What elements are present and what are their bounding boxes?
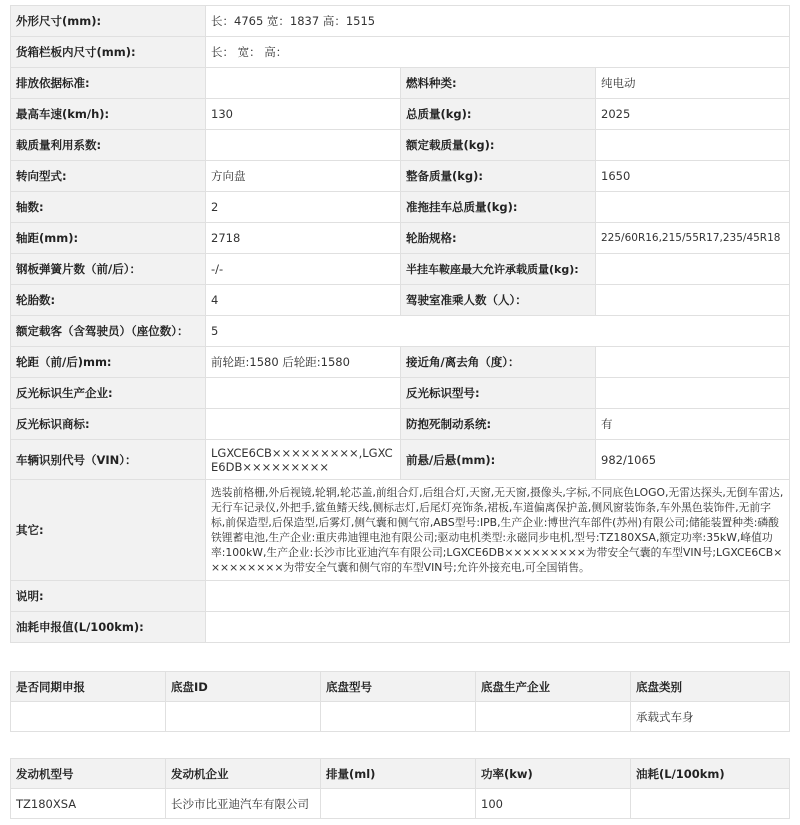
curb-mass-value: 1650 [596,161,790,192]
chassis-cell-sync [11,702,166,732]
chassis-header-id: 底盘ID [166,672,321,702]
chassis-header-model: 底盘型号 [321,672,476,702]
load-utilization-value [206,130,401,161]
steering-label: 转向型式: [11,161,206,192]
cargo-dimensions-value: 长： 宽： 高： [206,37,790,68]
trailer-mass-label: 准拖挂车总质量(kg): [401,192,596,223]
overhang-label: 前悬/后悬(mm): [401,440,596,480]
cab-passengers-label: 驾驶室准乘人数（人）： [401,285,596,316]
chassis-header-row [11,672,790,702]
chassis-cell-maker [476,702,631,732]
engine-header-consumption: 油耗(L/100km) [631,759,790,789]
emission-standard-value [206,68,401,99]
reflector-brand-label: 反光标识商标: [11,409,206,440]
chassis-cell-model [321,702,476,732]
engine-cell-consumption [631,789,790,819]
max-speed-value: 130 [206,99,401,130]
approach-angle-label: 接近角/离去角（度）： [401,347,596,378]
reflector-maker-label: 反光标识生产企业: [11,378,206,409]
other-label: 其它: [11,480,206,581]
max-speed-label: 最高车速(km/h): [11,99,206,130]
axles-value: 2 [206,192,401,223]
spec-row-other [11,480,790,581]
wheelbase-value: 2718 [206,223,401,254]
reflector-brand-value [206,409,401,440]
cargo-dimensions-label: 货箱栏板内尺寸(mm): [11,37,206,68]
tires-count-value: 4 [206,285,401,316]
note-label: 说明: [11,581,206,612]
engine-cell-maker: 长沙市比亚迪汽车有限公司 [166,789,321,819]
spec-row-speed [11,99,790,130]
spec-row-dimensions [11,6,790,37]
total-mass-label: 总质量(kg): [401,99,596,130]
spec-row-reflector-brand [11,409,790,440]
rated-load-label: 额定载质量(kg): [401,130,596,161]
spec-row-track [11,347,790,378]
tire-spec-label: 轮胎规格: [401,223,596,254]
chassis-data-row [11,702,790,732]
tires-count-label: 轮胎数: [11,285,206,316]
load-utilization-label: 载质量利用系数: [11,130,206,161]
spec-row-vin [11,440,790,480]
curb-mass-label: 整备质量(kg): [401,161,596,192]
engine-header-model: 发动机型号 [11,759,166,789]
rated-load-value [596,130,790,161]
seats-label: 额定载客（含驾驶员）（座位数）： [11,316,206,347]
engine-data-row [11,789,790,819]
trailer-mass-value [596,192,790,223]
fuel-type-label: 燃料种类: [401,68,596,99]
saddle-load-value [596,254,790,285]
vin-value: LGXCE6CB×××××××××,LGXCE6DB××××××××× [206,440,401,480]
spec-row-load [11,130,790,161]
overhang-value: 982/1065 [596,440,790,480]
spec-row-emission [11,68,790,99]
dimensions-value: 长：4765 宽：1837 高：1515 [206,6,790,37]
track-width-label: 轮距（前/后)mm: [11,347,206,378]
approach-angle-value [596,347,790,378]
dimensions-label: 外形尺寸(mm): [11,6,206,37]
consumption-value [206,612,790,643]
spec-row-seats [11,316,790,347]
reflector-maker-value [206,378,401,409]
note-value [206,581,790,612]
saddle-load-label: 半挂车鞍座最大允许承载质量(kg): [401,254,596,285]
emission-standard-label: 排放依据标准: [11,68,206,99]
spec-row-steering [11,161,790,192]
chassis-cell-id [166,702,321,732]
reflector-model-label: 反光标识型号: [401,378,596,409]
spec-row-wheelbase [11,223,790,254]
spec-row-axles [11,192,790,223]
engine-cell-displacement [321,789,476,819]
spec-row-consumption [11,612,790,643]
engine-cell-power: 100 [476,789,631,819]
spec-row-reflector-maker [11,378,790,409]
abs-label: 防抱死制动系统: [401,409,596,440]
total-mass-value: 2025 [596,99,790,130]
engine-header-maker: 发动机企业 [166,759,321,789]
chassis-cell-category: 承载式车身 [631,702,790,732]
steering-value: 方向盘 [206,161,401,192]
axles-label: 轴数: [11,192,206,223]
wheelbase-label: 轴距(mm): [11,223,206,254]
spec-row-cargo [11,37,790,68]
reflector-model-value [596,378,790,409]
cab-passengers-value [596,285,790,316]
spec-row-note [11,581,790,612]
abs-value: 有 [596,409,790,440]
vin-label: 车辆识别代号（VIN）： [11,440,206,480]
engine-cell-model: TZ180XSA [11,789,166,819]
spec-row-leaf-spring [11,254,790,285]
chassis-header-sync: 是否同期申报 [11,672,166,702]
chassis-table [10,671,790,732]
other-value: 选装前格栅,外后视镜,轮辋,轮芯盖,前组合灯,后组合灯,天窗,无天窗,摄像头,字标,不同底色LOGO,无雷达探头,无倒车雷达,无行车记录仪,外把手,鲨鱼鳍天线,侧标志灯,后尾灯亮饰条,裙板,车道偏离保护盖,侧风窗装饰条,车外黑色装饰件,无前字标,前保造型,后保造型,后雾灯,侧气囊和侧气帘,ABS型号:IPB,生产企业:博世汽车部件(苏州)有限公司;储能装置种类:磷酸铁锂蓄电池,生产企业:重庆弗迪锂电池有限公司;驱动电机类型:永磁同步电机,型号:TZ180XSA,额定功率:35kW,峰值功率:100kW,生产企业:长沙市比亚迪汽车有限公司;LGXCE6DB×××××××××为带安全气囊的车型VIN号;LGXCE6CB×××××××××为带安全气囊和侧气帘的车型VIN号;允许外接充电,可全国销售。 [206,480,790,581]
leaf-spring-label: 钢板弹簧片数（前/后）： [11,254,206,285]
engine-header-power: 功率(kw) [476,759,631,789]
leaf-spring-value: -/- [206,254,401,285]
track-width-value: 前轮距:1580 后轮距:1580 [206,347,401,378]
fuel-type-value: 纯电动 [596,68,790,99]
tire-spec-value: 225/60R16,215/55R17,235/45R18 [596,223,790,254]
consumption-label: 油耗申报值(L/100km): [11,612,206,643]
engine-header-row [11,759,790,789]
vehicle-spec-table [10,5,790,643]
engine-header-displacement: 排量(ml) [321,759,476,789]
seats-value: 5 [206,316,790,347]
spec-row-tires [11,285,790,316]
engine-table [10,758,790,819]
chassis-header-maker: 底盘生产企业 [476,672,631,702]
chassis-header-category: 底盘类别 [631,672,790,702]
